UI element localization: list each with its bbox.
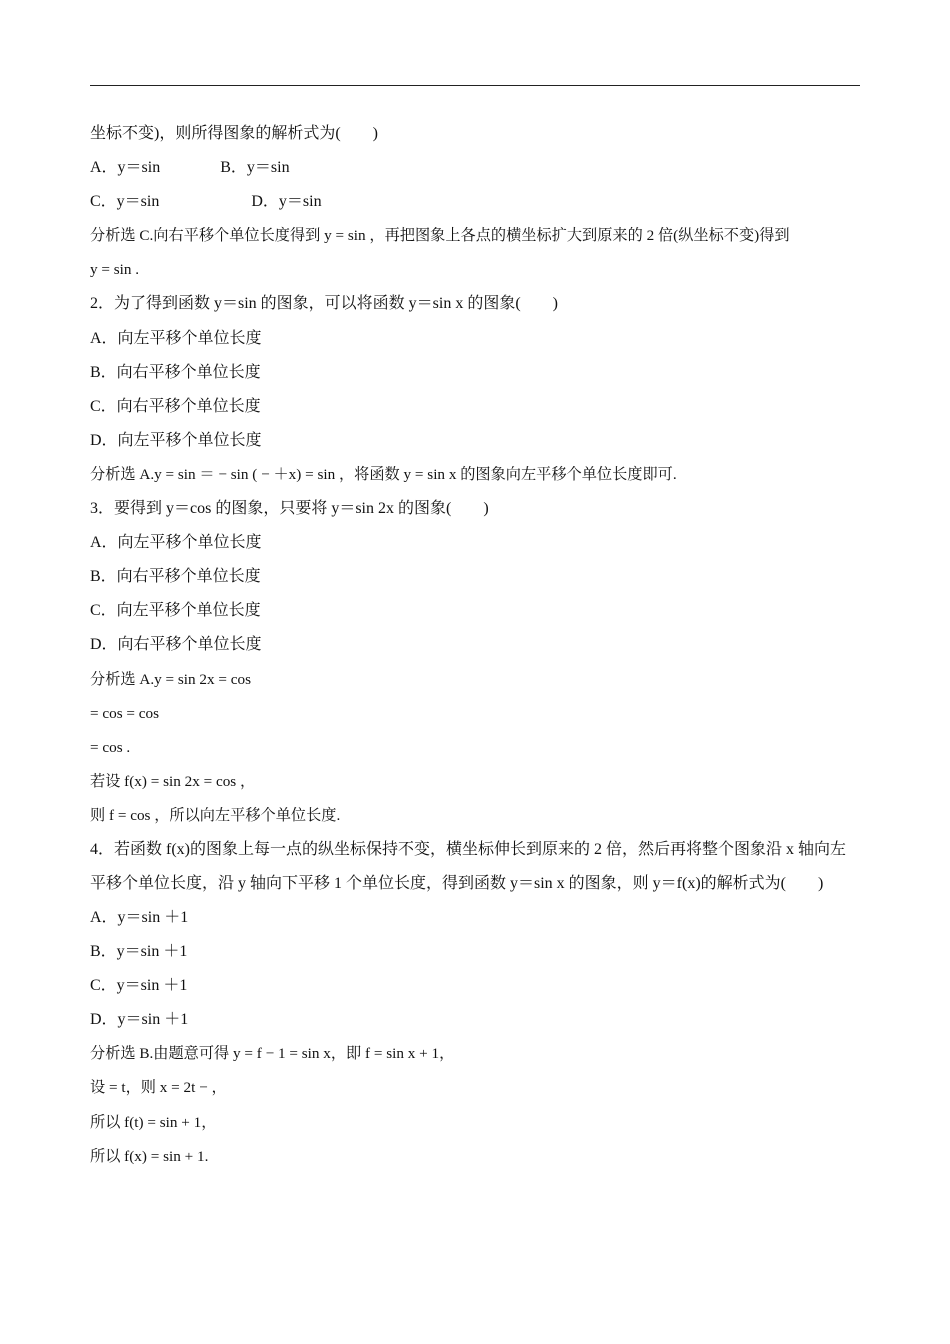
option-b: B．向右平移个单位长度 — [90, 363, 261, 381]
analysis-line: 所以 f(t) = sin + 1， — [90, 1113, 217, 1131]
option-c: C．y＝sin — [90, 193, 160, 211]
option-c: C．y＝sin ＋1 — [90, 977, 188, 995]
analysis-line: = cos . — [90, 738, 131, 756]
option-row — [90, 185, 860, 219]
analysis-line: 分析选 C.向右平移个单位长度得到 y = sin ，再把图象上各点的横坐标扩大到原来的 2 倍(纵坐标不变)得到 — [90, 227, 790, 245]
option-b: B．y＝sin — [220, 159, 290, 177]
option-a: A．向左平移个单位长度 — [90, 534, 262, 552]
text-line: 坐标不变)，则所得图象的解析式为( ) — [90, 125, 378, 142]
document-body — [90, 117, 860, 1174]
analysis-line: = cos = cos — [90, 704, 160, 722]
option-b: B．y＝sin ＋1 — [90, 943, 188, 961]
analysis-line: 设 = t，则 x = 2t − ， — [90, 1079, 227, 1097]
analysis-line: 若设 f(x) = sin 2x = cos ， — [90, 772, 256, 790]
option-c: C．向右平移个单位长度 — [90, 397, 261, 415]
option-d: D．向右平移个单位长度 — [90, 636, 262, 654]
option-c: C．向左平移个单位长度 — [90, 602, 261, 620]
option-a: A．y＝sin ＋1 — [90, 908, 189, 926]
question-2: 2．为了得到函数 y＝sin 的图象，可以将函数 y＝sin x 的图象( ) — [90, 295, 559, 313]
option-row — [90, 151, 860, 185]
option-b: B．向右平移个单位长度 — [90, 568, 261, 586]
header-rule — [90, 85, 860, 86]
analysis-line: 分析选 A.y = sin ＝ − sin ( − ＋x) = sin ，将函数 y = sin x 的图象向左平移个单位长度即可. — [90, 465, 677, 483]
question-3: 3．要得到 y＝cos 的图象，只要将 y＝sin 2x 的图象( ) — [90, 500, 489, 518]
analysis-line: 则 f = cos ，所以向左平移个单位长度. — [90, 806, 341, 824]
analysis-line: 分析选 B.由题意可得 y = f − 1 = sin x，即 f = sin x + 1， — [90, 1045, 455, 1063]
option-d: D．向左平移个单位长度 — [90, 431, 262, 449]
option-a: A．y＝sin — [90, 159, 161, 177]
analysis-line: 分析选 A.y = sin 2x = cos — [90, 670, 251, 688]
analysis-line: y = sin . — [90, 261, 140, 279]
analysis-line: 所以 f(x) = sin + 1. — [90, 1147, 209, 1165]
option-d: D．y＝sin — [251, 193, 322, 211]
question-4: 4．若函数 f(x)的图象上每一点的纵坐标保持不变，横坐标伸长到原来的 2 倍，然后再将整个图象沿 x 轴向左平移个单位长度，沿 y 轴向下平移 1 个单位长度，得到函数 y＝sin x 的图象，则 y＝f(x)的解析式为( ) — [90, 840, 846, 892]
option-a: A．向左平移个单位长度 — [90, 329, 262, 347]
option-d: D．y＝sin ＋1 — [90, 1011, 189, 1029]
